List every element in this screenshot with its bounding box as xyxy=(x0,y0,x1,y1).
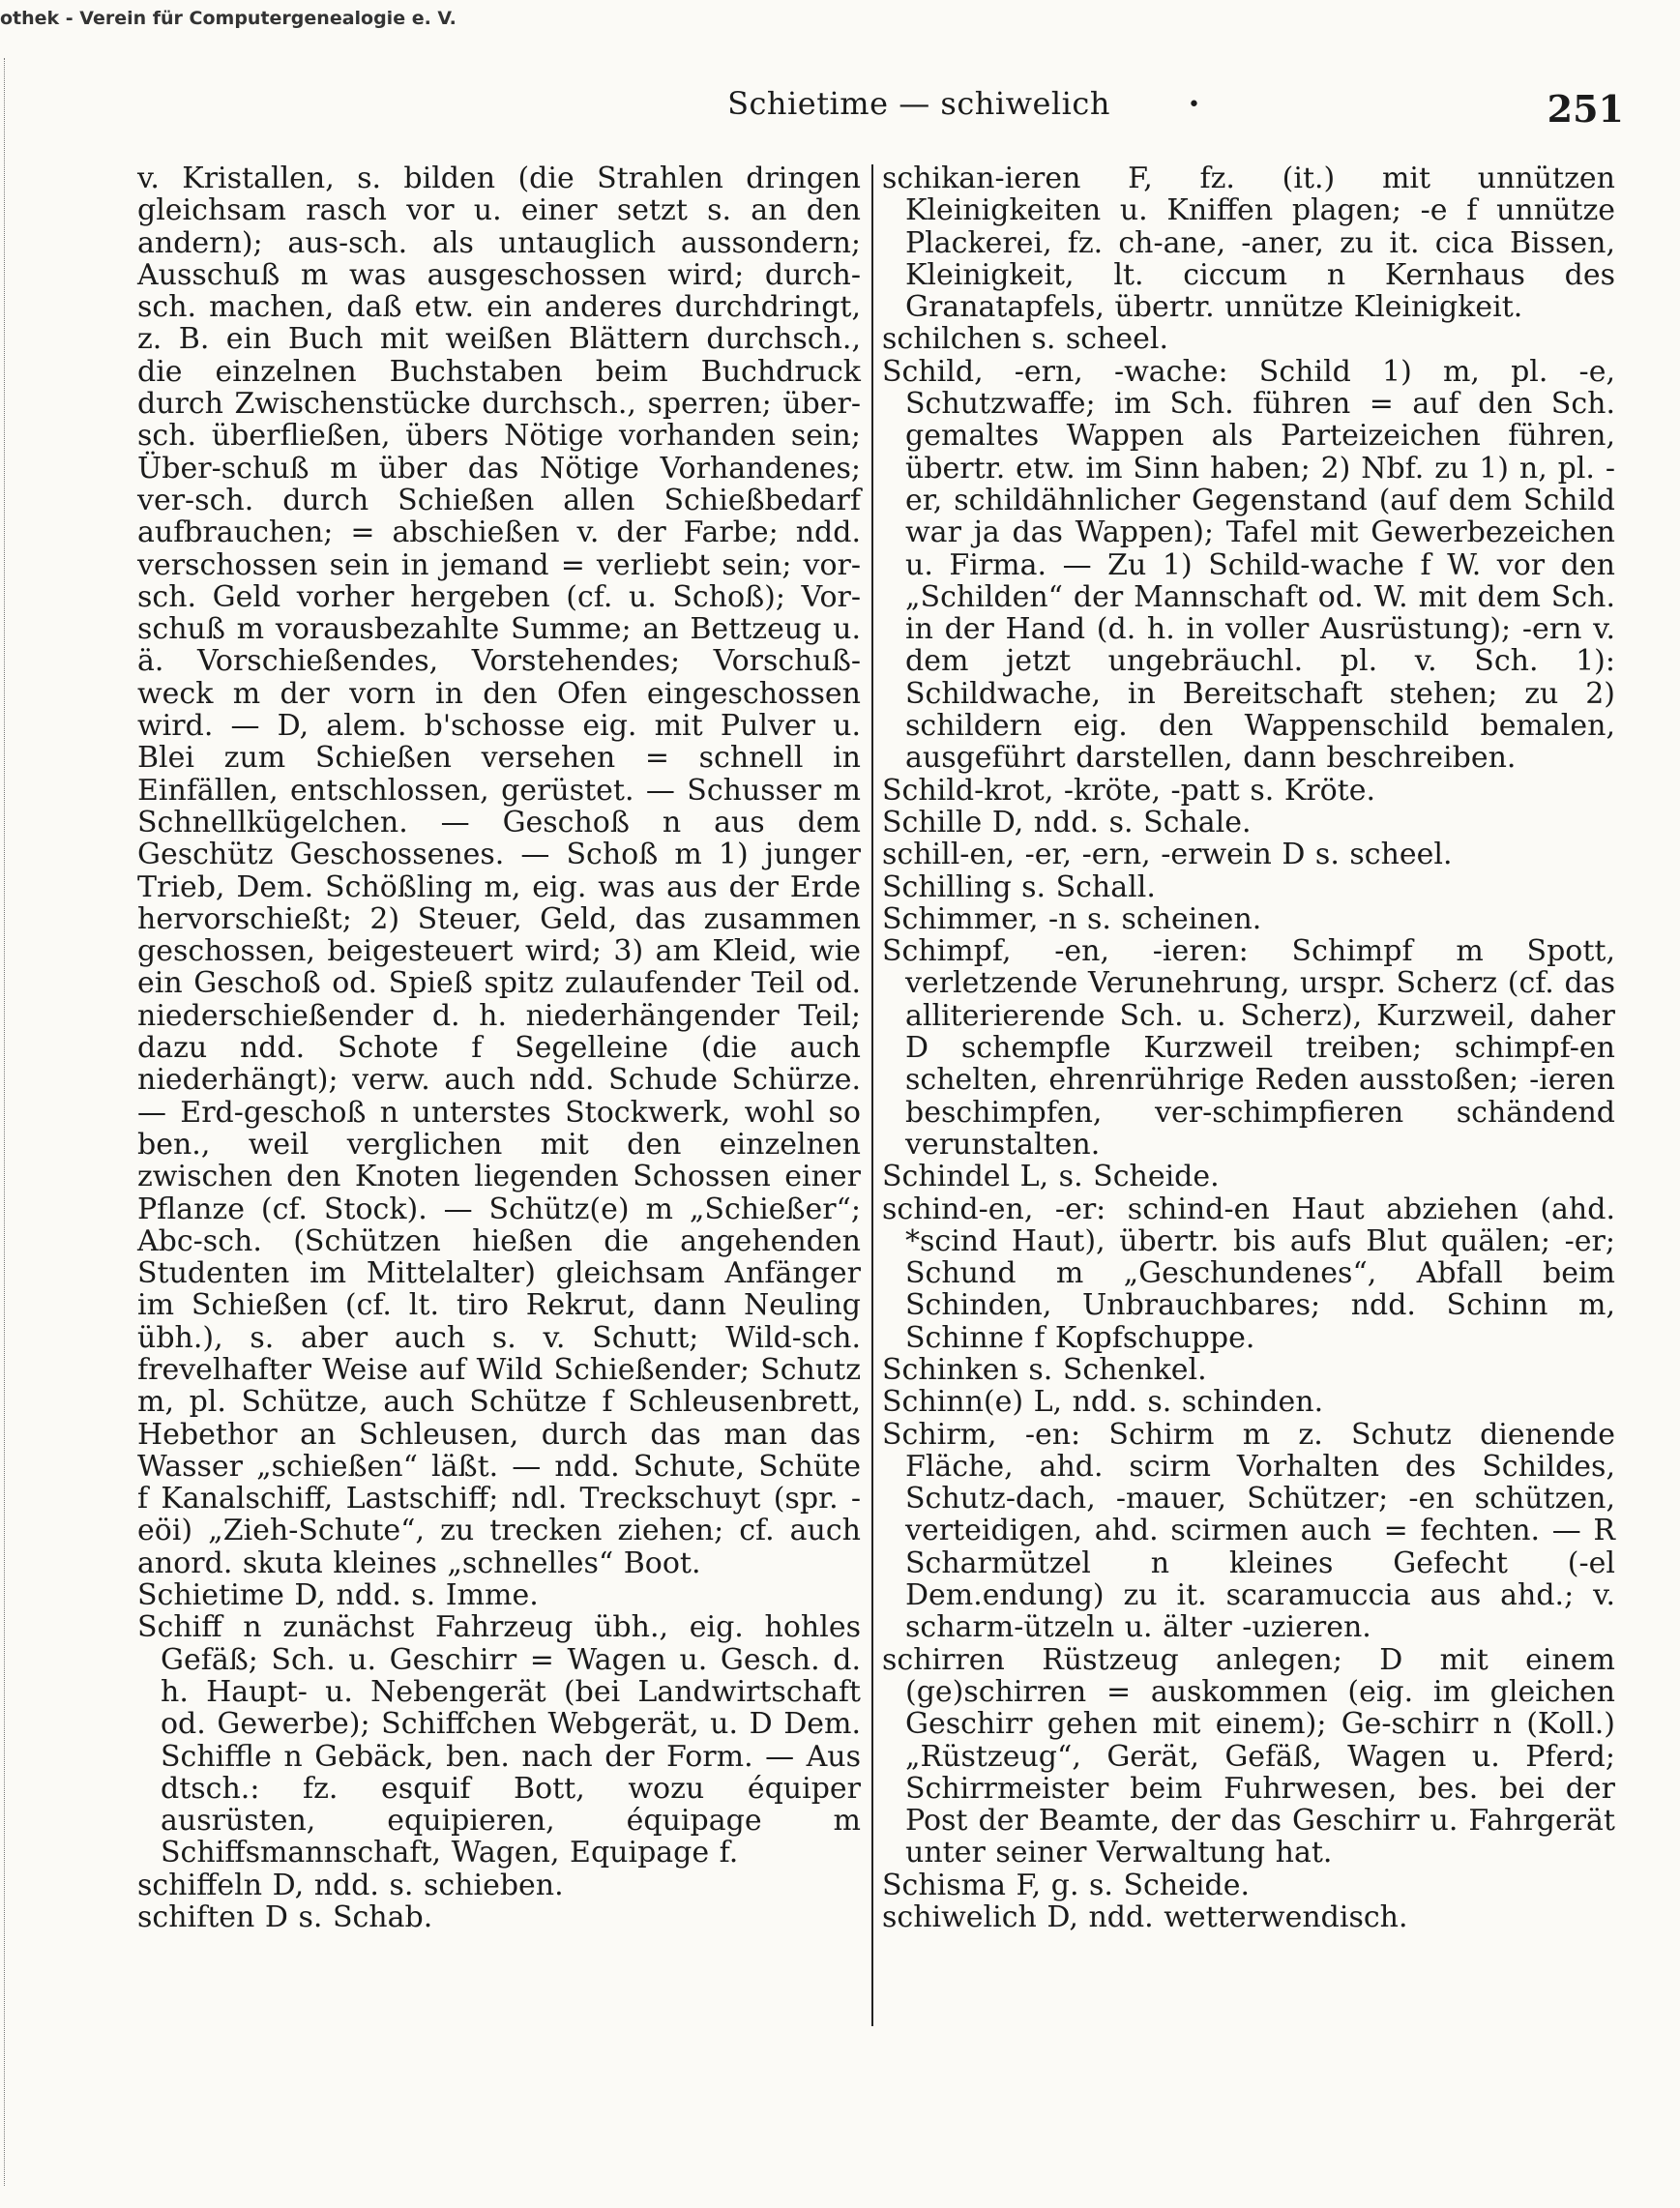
entry-text: schiffeln D, ndd. s. schieben. xyxy=(137,1868,564,1902)
entry-text: Schinn(e) L, ndd. s. schinden. xyxy=(882,1385,1324,1420)
entry-text: Schirm, -en: Schirm m z. Schutz dienende Fläche, ahd. scirm Vorhalten des Schildes, Schutz-dach, -mauer, Schützer; -en schützen, verteidigen, ahd. scirmen auch = fechten. — R Scharmützel n kleines Gefecht (-el Dem.endung) zu it. scaramuccia aus ahd.; v. scharm-ützeln u. älter -uzieren. xyxy=(882,1417,1615,1645)
entry-text: schilchen s. scheel. xyxy=(882,322,1169,357)
scan-edge-noise xyxy=(4,58,44,2186)
entry-text: schill-en, -er, -ern, -erwein D s. scheel. xyxy=(882,838,1453,872)
left-column xyxy=(137,162,861,1933)
column-divider xyxy=(871,164,873,2026)
running-title: Schietime — schiwelich xyxy=(727,85,1110,122)
right-column xyxy=(882,162,1615,1933)
entry-text: schind-en, -er: schind-en Haut abziehen (ahd. *scind Haut), übertr. bis aufs Blut quälen; -er; Schund m „Geschundenes“, Abfall beim Schinden, Unbrauchbares; ndd. Schinn m, Schinne f Kopfschuppe. xyxy=(882,1192,1615,1355)
page-number: 251 xyxy=(1547,87,1624,131)
entry-text: Schietime D, ndd. s. Imme. xyxy=(137,1578,539,1613)
entry-text: schiwelich D, ndd. wetterwendisch. xyxy=(882,1900,1408,1935)
entry-text: Schindel L, s. Scheide. xyxy=(882,1160,1220,1194)
entry-text: schirren Rüstzeug anlegen; D mit einem (ge)schirren = auskommen (eig. im gleichen Geschirr gehen mit einem); Ge-schirr n (Koll.) „Rüstzeug“, Gerät, Gefäß, Wagen u. Pferd; Schirrmeister beim Fuhrwesen, bes. bei der Post der Beamte, der das Geschirr u. Fahrgerät unter seiner Verwaltung hat. xyxy=(882,1642,1615,1870)
entry-text: Schisma F, g. s. Scheide. xyxy=(882,1868,1251,1902)
entry-text: Schilling s. Schall. xyxy=(882,869,1156,904)
print-speck: • xyxy=(1188,93,1200,117)
entry-text: schikan-ieren F, fz. (it.) mit unnützen Kleinigkeiten u. Kniffen plagen; -e f unnütze Plackerei, fz. ch-ane, -aner, zu it. cica Bissen, Kleinigkeit, lt. ciccum n Kernhaus des Granatapfels, übertr. unnütze Kleinigkeit. xyxy=(882,162,1615,325)
entry-text: Schild-krot, -kröte, -patt s. Kröte. xyxy=(882,773,1376,808)
entry-text: v. Kristallen, s. bilden (die Strahlen dringen gleichsam rasch vor u. einer setzt s. an den andern); aus-sch. als untauglich aussondern; Ausschuß m was ausgeschossen wird; durch-sch. machen, daß etw. ein anderes durchdringt, z. B. ein Buch mit weißen Blättern durchsch., die einzelnen Buchstaben beim Buchdruck durch Zwischenstücke durchsch., sperren; über-sch. überfließen, übers Nötige vorhanden sein; Über-schuß m über das Nötige Vorhandenes; ver-sch. durch Schießen allen Schießbedarf aufbrauchen; = abschießen v. der Farbe; ndd. verschossen sein in jemand = verliebt sein; vor-sch. Geld vorher hergeben (cf. u. Schoß); Vor-schuß m vorausbezahlte Summe; an Bettzeug u. ä. Vorschießendes, Vorstehendes; Vorschuß-weck m der vorn in den Ofen eingeschossen wird. — D, alem. b'schosse eig. mit Pulver u. Blei zum Schießen versehen = schnell in Einfällen, entschlossen, gerüstet. — Schusser m Schnellkügelchen. — Geschoß n aus dem Geschütz Geschossenes. — Schoß m 1) junger Trieb, Dem. Schößling m, eig. was aus der Erde hervorschießt; 2) Steuer, Geld, das zusammen geschossen, beigesteuert wird; 3) am Kleid, wie ein Geschoß od. Spieß spitz zulaufender Teil od. niederschießender d. h. niederhängender Teil; dazu ndd. Schote f Segelleine (die auch niederhängt); verw. auch ndd. Schude Schürze. — Erd-geschoß n unterstes Stockwerk, wohl so ben., weil verglichen mit den einzelnen zwischen den Knoten liegenden Schossen einer Pflanze (cf. Stock). — Schütz(e) m „Schießer“; Abc-sch. (Schützen hießen die angehenden Studenten im Mittelalter) gleichsam Anfänger im Schießen (cf. lt. tiro Rekrut, dann Neuling übh.), s. aber auch s. v. Schutt; Wild-sch. frevelhafter Weise auf Wild Schießender; Schutz m, pl. Schütze, auch Schütze f Schleusenbrett, Hebethor an Schleusen, durch das man das Wasser „schießen“ läßt. — ndd. Schute, Schüte f Kanalschiff, Lastschiff; ndl. Treckschuyt (spr. -eöi) „Zieh-Schute“, zu trecken ziehen; cf. auch anord. skuta kleines „schnelles“ Boot. xyxy=(137,162,861,1580)
entry-text: Schimpf, -en, -ieren: Schimpf m Spott, verletzende Verunehrung, urspr. Scherz (cf. das alliterierende Sch. u. Scherz), Kurzweil, daher D schempfle Kurzweil treiben; schimpf-en schelten, ehrenrührige Reden ausstoßen; -ieren beschimpfen, ver-schimpfieren schändend verunstalten. xyxy=(882,934,1615,1162)
entry-text: Schinken s. Schenkel. xyxy=(882,1352,1207,1387)
entry-text: Schille D, ndd. s. Schale. xyxy=(882,805,1252,839)
watermark: othek - Verein für Computergenealogie e. V. xyxy=(0,8,457,29)
entry-text: schiften D s. Schab. xyxy=(137,1900,433,1935)
entry-text: Schiff n zunächst Fahrzeug übh., eig. hohles Gefäß; Sch. u. Geschirr = Wagen u. Gesch. d. h. Haupt- u. Nebengerät (bei Landwirtschaft od. Gewerbe); Schiffchen Webgerät, u. D Dem. Schiffle n Gebäck, ben. nach der Form. — Aus dtsch.: fz. esquif Bott, wozu équiper ausrüsten, equipieren, équipage m Schiffsmannschaft, Wagen, Equipage f. xyxy=(137,1610,861,1870)
entry-text: Schimmer, -n s. scheinen. xyxy=(882,901,1262,936)
entry-text: Schild, -ern, -wache: Schild 1) m, pl. -e, Schutzwaffe; im Sch. führen = auf den Sch. gemaltes Wappen als Parteizeichen führen, übertr. etw. im Sinn haben; 2) Nbf. zu 1) n, pl. -er, schildähnlicher Gegenstand (auf dem Schild war ja das Wappen); Tafel mit Gewerbezeichen u. Firma. — Zu 1) Schild-wache f W. vor den „Schilden“ der Mannschaft od. W. mit dem Sch. in der Hand (d. h. in voller Ausrüstung); -ern v. dem jetzt ungebräuchl. pl. v. Sch. 1): Schildwache, in Bereitschaft stehen; zu 2) schildern eig. den Wappenschild bemalen, ausgeführt darstellen, dann beschreiben. xyxy=(882,354,1615,776)
